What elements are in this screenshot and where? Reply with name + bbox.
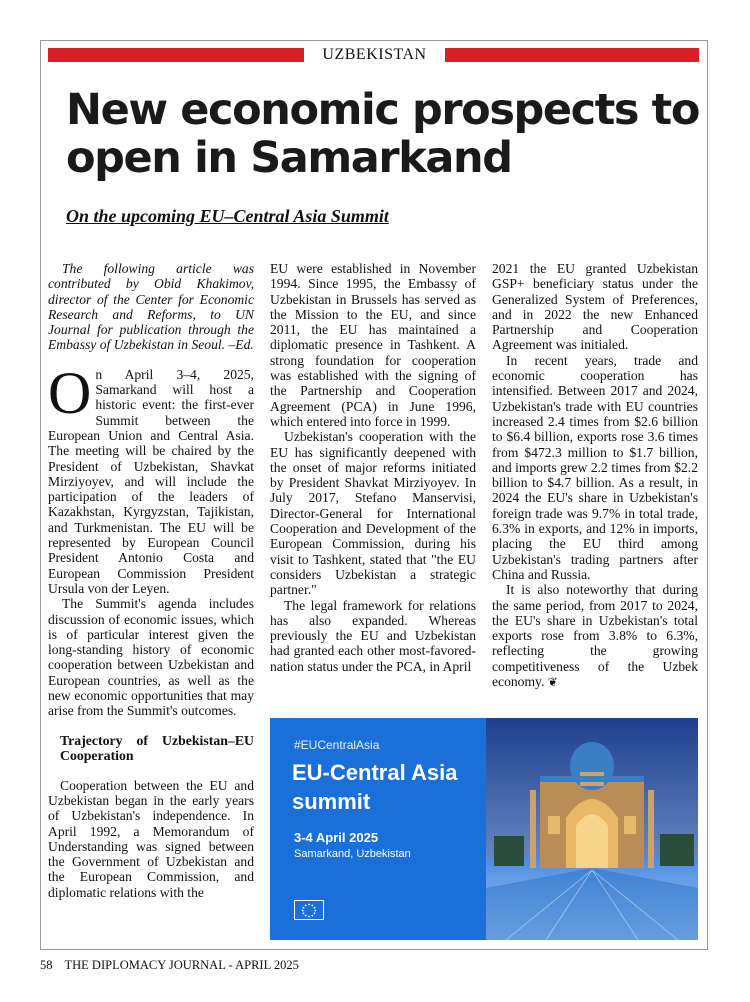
ad-hashtag: #EUCentralAsia — [294, 738, 380, 752]
page-footer — [40, 958, 299, 973]
lead-paragraph — [48, 359, 254, 596]
paragraph-reforms: Uzbekistan's cooperation with the EU has significantly deepened with the onset of major reforms initiated by President Shavkat Mirziyoyev. In July 2017, Stefano Manservisi, Director-General for International Cooperation and Development of the European Commission, during his visit to Tashkent, stated that "the EU considers Uzbekistan a strategic partner." — [270, 429, 476, 598]
paragraph-exports-share — [492, 582, 698, 690]
section-label: UZBEKISTAN — [322, 46, 427, 63]
paragraph-legal-framework-cont: 2021 the EU granted Uzbekistan GSP+ beneficiary status under the Generalized System of Preferences, and in 2022 the new Enhanced Partnership and Cooperation Agreement was initialed. — [492, 261, 698, 353]
paragraph-cooperation-start: Cooperation between the EU and Uzbekistan began in the early years of Uzbekistan's independence. In April 1992, a Memorandum of Understanding was signed between the Government of Uzbekistan and the European Commission, and diplomatic relations with the — [48, 777, 254, 900]
page-number: 58 — [40, 958, 53, 972]
paragraph-legal-framework: The legal framework for relations has also expanded. Whereas previously the EU and Uzbekistan had granted each other most-favored-nation status under the PCA, in April — [270, 597, 476, 674]
paragraph-agenda: The Summit's agenda includes discussion of economic issues, which is of particular interest given the long-standing history of economic cooperation between Uzbekistan and European countries, as well as the new economic opportunities that may arise from the Summit's outcomes. — [48, 596, 254, 719]
summit-advertisement — [270, 718, 698, 940]
samarkand-mausoleum-photo — [486, 718, 698, 940]
article-column-2 — [270, 261, 476, 674]
paragraph-trade: In recent years, trade and economic cooperation has intensified. Between 2017 and 2024, Uzbekistan's trade with EU countries increased 2.4 times from $2.6 billion to $6.4 billion, exports rose 3.6 times from $472.3 million to $1.7 billion, and imports grew 2.2 times from $2.2 billion to $4.7 billion. As a result, in 2024 the EU's share in Uzbekistan's foreign trade was 9.7% in total trade, 6.3% in exports, and 12% in imports, placing the EU third among Uzbekistan's trading partners after China and Russia. — [492, 352, 698, 582]
eu-flag-icon — [294, 900, 324, 920]
publication-name: THE DIPLOMACY JOURNAL - APRIL 2025 — [64, 958, 299, 972]
section-heading: Trajectory of Uzbekistan–EU Cooperation — [60, 732, 254, 764]
article-subtitle: On the upcoming EU–Central Asia Summit — [66, 206, 389, 226]
ad-place: Samarkand, Uzbekistan — [294, 848, 411, 860]
drop-cap: O — [48, 359, 92, 426]
article-column-3 — [492, 261, 698, 690]
lead-text: n April 3–4, 2025, Samarkand will host a historic event: the first-ever Summit between the European Union and Central Asia. The meeting will be chaired by the President of Uzbekistan, Shavkat Mirziyoyev, and will include the participation of the leaders of Kazakhstan, Kyrgyzstan, Tajikistan, and Turkmenistan. The EU will be represented by European Council President Antonio Costa and European Commission President Ursula von der Leyen. — [48, 366, 254, 596]
article-headline: New economic prospects to open in Samarkand — [66, 85, 699, 183]
exports-share-text: It is also noteworthy that during the same period, from 2017 to 2024, the EU's share in Uzbekistan's total exports rose from 3.8% to 6.3%, reflecting the growing competitiveness of the Uzbek economy. — [492, 582, 698, 690]
paragraph-cooperation-cont: EU were established in November 1994. Since 1995, the Embassy of Uzbekistan in Brussels has served as the Mission to the EU, and since 2011, the EU has maintained a diplomatic presence in Tashkent. A strong foundation for cooperation was established with the signing of the Partnership and Cooperation Agreement (PCA) in June 1996, which entered into force in 1999. — [270, 261, 476, 429]
header-rule-right — [445, 48, 699, 62]
eu-stars-icon — [295, 901, 323, 919]
editor-note: The following article was contributed by Obid Khakimov, director of the Center for Economic Research and Reforms, to UN Journal for publication through the Embassy of Uzbekistan in Seoul. –Ed. — [48, 261, 254, 353]
end-mark-icon: ❦ — [547, 675, 558, 690]
ad-dates: 3-4 April 2025 — [294, 830, 379, 845]
header-rule-left — [48, 48, 304, 62]
ad-title: EU-Central Asia summit — [292, 760, 458, 814]
article-column-1 — [48, 261, 254, 900]
